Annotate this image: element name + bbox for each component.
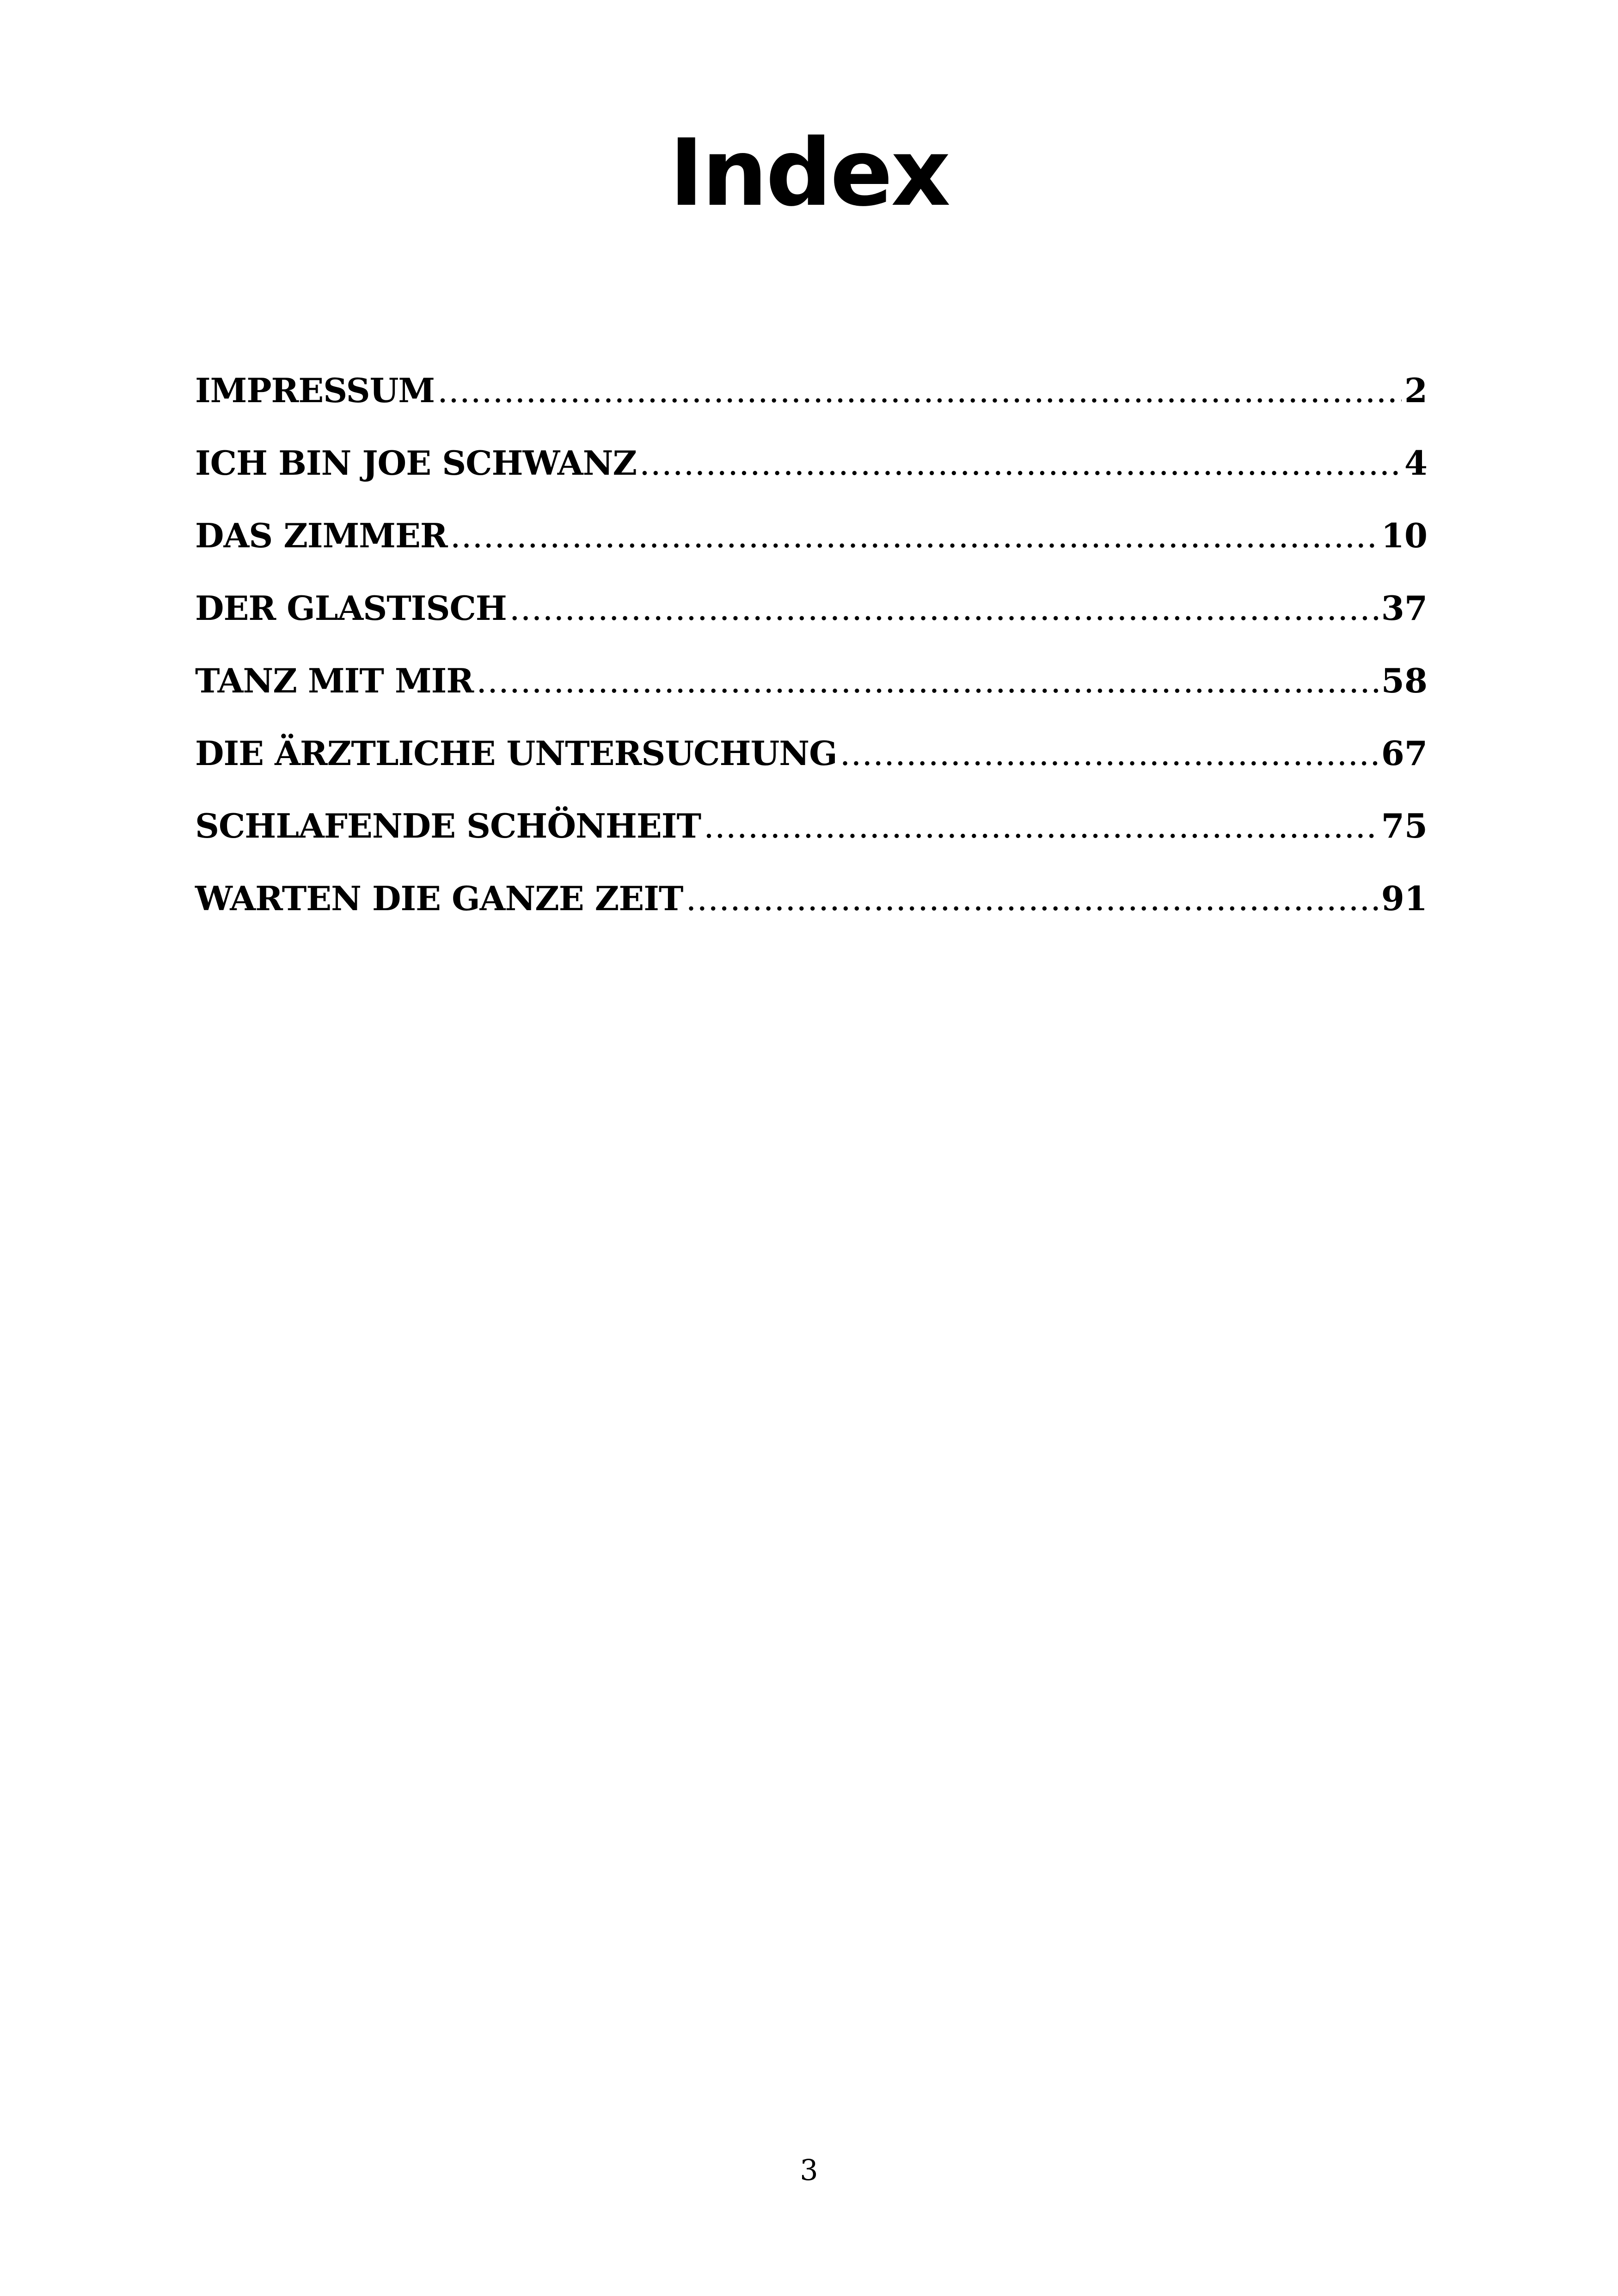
toc-entry-label: DIE ÄRZTLICHE UNTERSUCHUNG bbox=[195, 734, 837, 773]
toc-entry bbox=[195, 730, 1428, 803]
toc-entry-page: 75 bbox=[1381, 806, 1428, 845]
toc-entry-label: DER GLASTISCH bbox=[195, 588, 507, 628]
dot-leader bbox=[509, 585, 1379, 631]
dot-leader bbox=[686, 876, 1378, 922]
toc-entry-page: 4 bbox=[1404, 443, 1428, 483]
dot-leader bbox=[639, 440, 1402, 486]
dot-leader bbox=[840, 730, 1379, 777]
toc-entry bbox=[195, 440, 1428, 513]
dot-leader bbox=[704, 803, 1379, 849]
toc-entry-label: SCHLAFENDE SCHÖNHEIT bbox=[195, 806, 701, 845]
toc-entry bbox=[195, 367, 1428, 440]
toc-entry-label: DAS ZIMMER bbox=[195, 516, 447, 555]
toc-entry bbox=[195, 876, 1428, 948]
toc-entry-label: ICH BIN JOE SCHWANZ bbox=[195, 443, 637, 483]
toc-entry-page: 37 bbox=[1381, 588, 1428, 628]
toc-entry-page: 91 bbox=[1381, 879, 1428, 918]
toc-entry bbox=[195, 585, 1428, 658]
page-title: Index bbox=[669, 119, 949, 227]
dot-leader bbox=[450, 513, 1379, 559]
page-number: 3 bbox=[800, 2153, 818, 2187]
toc-entry-label: WARTEN DIE GANZE ZEIT bbox=[195, 879, 683, 918]
toc-entry-label: TANZ MIT MIR bbox=[195, 661, 474, 700]
toc-entry bbox=[195, 513, 1428, 585]
dot-leader bbox=[437, 367, 1402, 414]
table-of-contents bbox=[195, 367, 1428, 948]
toc-entry bbox=[195, 803, 1428, 876]
toc-entry-page: 58 bbox=[1381, 661, 1428, 700]
toc-entry bbox=[195, 658, 1428, 730]
toc-entry-label: IMPRESSUM bbox=[195, 371, 435, 410]
toc-entry-page: 2 bbox=[1404, 371, 1428, 410]
toc-entry-page: 67 bbox=[1381, 734, 1428, 773]
toc-entry-page: 10 bbox=[1381, 516, 1428, 555]
dot-leader bbox=[476, 658, 1379, 704]
